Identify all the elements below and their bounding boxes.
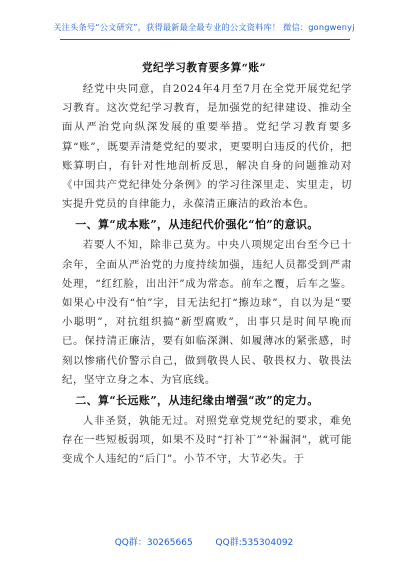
section-2-heading: 二、算“长远账”，从违纪缘由增强“改”的定力。 [75,394,319,408]
section-1-heading: 一、算“成本账”，从违纪代价强化“怕”的意识。 [75,218,319,232]
header-banner: 关注头条号“公文研究”，获得最新最全最专业的公文资料库！ 微信：gongwenyj [53,22,355,32]
footer [0,535,408,548]
section-1-paragraph: 若要人不知，除非己莫为。中央八项规定出台至今已十余年，全面从严治党的力度持续加强，违纪人员都受到严肃处理，“红红脸，出出汗”成为常态。前车之覆，后车之鉴。如果心中没有“怕”字，目无法纪打“擦边球”，自以为是“要小聪明”，对抗组织搞“新型腐败”，出事只是时间早晚而已。保持清正廉洁，要有如临深渊、如履薄冰的紧张感，时刻以惨痛代价警示自己，做到敬畏人民、敬畏权力、敬畏法纪，坚守立身之本、为官底线。 [62,239,352,386]
footer-qq-group-1: QQ群：30265665 [114,538,193,548]
document-body [62,80,352,470]
page-title: 党纪学习教育要多算“账” [141,62,267,74]
section-2-paragraph: 人非圣贤，孰能无过。对照党章党规党纪的要求，难免存在一些短板弱项，如果不及时“打补丁”“补漏洞”，就可能变成个人违纪的“后门”。小节不守，大节必失。于 [62,415,352,466]
footer-qq-group-2: QQ群:535304092 [215,538,294,548]
header-divider [60,39,350,40]
intro-paragraph: 经党中央同意，自2024年4月至7月在全党开展党纪学习教育。这次党纪学习教育，是加强党的纪律建设、推动全面从严治党向纵深发展的重要举措。党纪学习教育要多算“账”，既要弄清楚党纪的要求，更要明白违反的代价，把账算明白，有针对性地剖析反思，解决自身的问题推动对《中国共产党纪律处分条例》的学习往深里走、实里走，切实提升党员的自律能力，永葆清正廉洁的政治本色。 [62,83,352,211]
